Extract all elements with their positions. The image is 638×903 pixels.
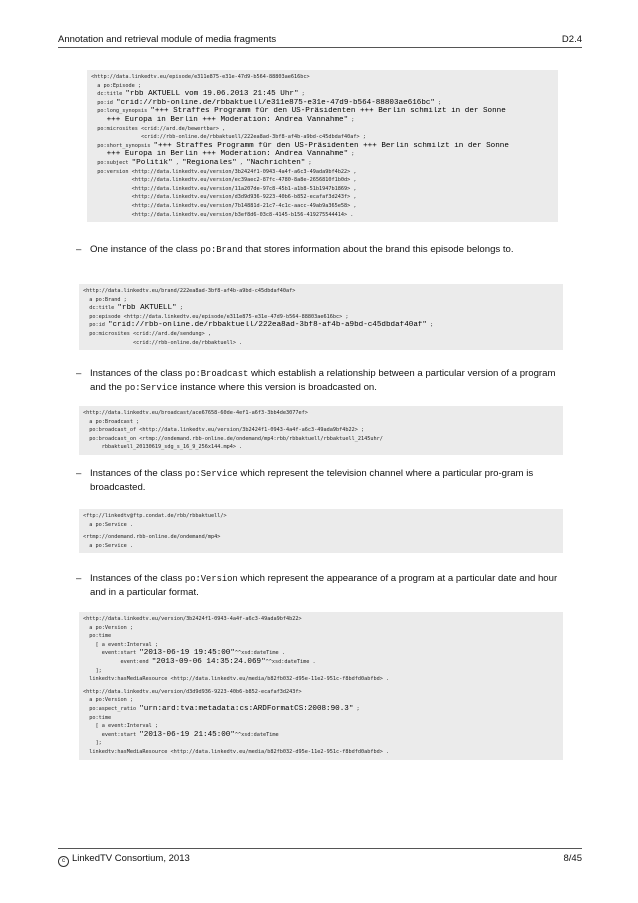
paragraph-text-middle: which establish a relationship between a particular version of a program and the	[90, 368, 556, 393]
code-token: "2013-06-19 19:45:00"	[139, 649, 235, 658]
code-token: linkedtv:hasMediaResource <http://data.linkedtv.eu/media/b82fb032-d95e-11e2-951c-f8bdfd0abfbd> .	[83, 748, 390, 755]
code-token: <http://data.linkedtv.eu/episode/e311e875-e31e-47d9-b564-88803ae616bc>	[91, 74, 310, 80]
page-number: 8/45	[563, 853, 582, 864]
code-token: <http://data.linkedtv.eu/version/11a207de-97c8-45b1-a1b8-51b1947b1869> ,	[91, 185, 357, 192]
code-token: <ftp://linkedtv@ftp.condat.de/rbb/rbbaktuell/>	[83, 513, 227, 519]
code-token: [ a event:Interval ;	[83, 723, 158, 730]
code-line	[91, 168, 554, 177]
code-token: "crid://rbb-online.de/rbbaktuell/222ea8ad-3bf8-af4b-a9bd-c45dbdaf40af"	[108, 321, 427, 330]
code-line	[83, 443, 559, 452]
copyright-icon: c	[58, 856, 69, 867]
list-dash: –	[76, 368, 82, 379]
code-token: po:time	[83, 633, 112, 640]
code-line	[91, 185, 554, 194]
code-line	[83, 615, 559, 624]
code-token: a po:Service .	[83, 521, 133, 528]
code-line	[83, 748, 559, 757]
paragraph-brand	[76, 243, 568, 257]
code-token: ;	[348, 151, 355, 158]
code-line	[83, 696, 559, 705]
code-block-episode	[87, 70, 558, 222]
code-block-broadcast	[79, 406, 563, 455]
code-token: po:id	[91, 99, 116, 106]
code-token: <http://data.linkedtv.eu/version/7b14881d-21c7-4c1c-aacc-49ab9a365e58> ,	[91, 202, 357, 209]
code-line	[83, 632, 559, 641]
code-token: "Nachrichten"	[246, 158, 306, 167]
code-token: po:microsites <crid://ard.de/sendung> ,	[83, 330, 212, 337]
code-line	[83, 521, 559, 530]
list-dash: –	[76, 468, 82, 479]
code-token	[91, 151, 107, 157]
code-token: "Regionales"	[182, 158, 237, 167]
code-line	[83, 339, 559, 348]
code-token: event:start	[83, 650, 140, 657]
inline-code: po:Version	[184, 574, 238, 584]
paragraph-text-before: One instance of the class	[90, 244, 201, 255]
code-token: event:end	[83, 658, 152, 665]
code-token: <http://data.linkedtv.eu/version/b3ef8d6-03c8-4145-b156-419275544414> .	[91, 211, 354, 218]
code-token: <http://data.linkedtv.eu/brand/222ea8ad-3bf8-af4b-a9bd-c45dbdaf40af>	[83, 288, 296, 294]
code-line	[83, 675, 559, 684]
code-token: rbbaktuell_20130619_sdg_s_16_9_256x144.mp4> .	[83, 444, 243, 451]
header-title: Annotation and retrieval module of media fragments	[58, 34, 277, 45]
code-token: ;	[353, 705, 360, 712]
page-footer	[58, 848, 582, 867]
paragraph-text-after: which represent the television channel where a particular pro-gram is broadcasted.	[90, 468, 534, 493]
code-token: po:subject	[91, 159, 132, 166]
paragraph-text-after: which represent the appearance of a program at a particular date and hour and in a particular format.	[90, 573, 558, 598]
code-token: ,	[172, 159, 182, 166]
paragraph-version	[76, 572, 568, 600]
code-line	[83, 313, 559, 322]
inline-code-2: po:Service	[124, 383, 178, 393]
code-token: dc:title	[91, 91, 126, 98]
code-line	[91, 202, 554, 211]
code-token: a po:Episode ;	[91, 82, 141, 89]
code-line	[83, 624, 559, 633]
code-token: "rbb AKTUELL vom 19.06.2013 21:45 Uhr"	[125, 90, 299, 99]
list-dash: –	[76, 573, 82, 584]
code-token: ^^xsd:dateTime	[234, 731, 279, 738]
paragraph-text-after: instance where this version is broadcasted on.	[177, 382, 377, 393]
code-token: <http://data.linkedtv.eu/version/d3d9d936-9223-40b6-b852-ecafaf3d243f>	[83, 688, 302, 695]
code-token: dc:title	[83, 305, 118, 312]
page-header	[58, 34, 582, 48]
code-line	[83, 330, 559, 339]
code-line	[83, 435, 559, 444]
code-line	[83, 418, 559, 427]
code-token: po:version <http://data.linkedtv.eu/version/3b2424f1-0943-4a4f-a6c3-49ada9bf4b22> ,	[91, 168, 357, 175]
code-token: po:short_synopsis	[91, 142, 154, 149]
code-token: ^^xsd:dateTime .	[265, 658, 316, 665]
paragraph-service	[76, 467, 568, 495]
code-block-service	[79, 509, 563, 553]
code-token: po:broadcast_of <http://data.linkedtv.eu/version/3b2424f1-0943-4a4f-a6c3-49ada9bf4b22> ;	[83, 427, 365, 434]
code-line	[83, 641, 559, 650]
code-line	[91, 90, 554, 99]
code-token: <rtmp://ondemand.rbb-online.de/ondemand/mp4>	[83, 534, 221, 541]
code-token: po:microsites <crid://ard.de/bewertbar> ,	[91, 125, 226, 132]
code-token: ;	[435, 99, 442, 106]
code-token: "urn:ard:tva:metadata:cs:ARDFormatCS:2008:90.3"	[139, 704, 354, 713]
code-line	[83, 688, 559, 697]
code-token: +++ Europa in Berlin +++ Moderation: Andrea Vannahme"	[106, 115, 349, 124]
code-line	[83, 649, 559, 658]
code-token: ^^xsd:dateTime .	[234, 650, 285, 657]
code-line	[83, 512, 559, 521]
code-token: po:aspect_ratio	[83, 705, 140, 712]
code-line	[91, 133, 554, 142]
footer-consortium: LinkedTV Consortium, 2013	[72, 853, 190, 864]
code-token: <crid://rbb-online.de/rbbaktuell/222ea8ad-3bf8-af4b-a9bd-c45dbdaf40af> ;	[91, 134, 366, 141]
code-token: <http://data.linkedtv.eu/broadcast/ace67658-60de-4ef1-a6f3-3bb4de3077ef>	[83, 410, 308, 416]
list-dash: –	[76, 244, 82, 255]
paragraph-text-before: Instances of the class	[90, 573, 185, 584]
code-line	[91, 159, 554, 168]
code-token: a po:Version ;	[83, 697, 133, 704]
code-block-version	[79, 612, 563, 760]
code-token: <http://data.linkedtv.eu/version/d3d9d936-9223-40b6-b852-ecafaf3d243f> ,	[91, 194, 357, 201]
code-token: "2013-06-19 21:45:00"	[139, 730, 235, 739]
code-token: linkedtv:hasMediaResource <http://data.linkedtv.eu/media/b82fb032-d95e-11e2-951c-f8bdfd0abfbd> .	[83, 676, 390, 683]
code-token: "+++ Straffes Programm für den US-Präsidenten +++ Berlin schmilzt in der Sonne	[153, 141, 509, 150]
paragraph-broadcast	[76, 367, 568, 395]
code-line	[83, 658, 559, 667]
code-line	[91, 150, 554, 159]
code-token: <http://data.linkedtv.eu/version/3b2424f1-0943-4a4f-a6c3-49ada9bf4b22>	[83, 616, 302, 622]
code-line	[91, 116, 554, 125]
code-line	[91, 82, 554, 91]
code-token: ];	[83, 740, 102, 747]
paragraph-text-before: Instances of the class	[90, 368, 185, 379]
code-line	[83, 287, 559, 296]
code-token: "2013-09-06 14:35:24.069"	[151, 657, 266, 666]
code-token: <crid://rbb-online.de/rbbaktuell> .	[83, 339, 243, 346]
code-token: po:time	[83, 714, 112, 721]
code-token: "crid://rbb-online.de/rbbaktuell/e311e875-e31e-47d9-b564-88803ae616bc"	[116, 98, 435, 107]
paragraph-text-before: Instances of the class	[90, 468, 185, 479]
code-token: po:long_synopsis	[91, 108, 151, 115]
code-line	[91, 125, 554, 134]
code-line	[83, 705, 559, 714]
code-line	[83, 722, 559, 731]
code-line	[83, 739, 559, 748]
code-token: a po:Version ;	[83, 624, 133, 631]
code-line	[83, 409, 559, 418]
code-line	[83, 714, 559, 723]
code-token: po:episode <http://data.linkedtv.eu/episode/e311e875-e31e-47d9-b564-88803ae616bc> ;	[83, 313, 349, 320]
code-line	[83, 542, 559, 551]
code-token: [ a event:Interval ;	[83, 641, 158, 648]
code-token	[91, 117, 107, 123]
code-line	[91, 73, 554, 82]
code-token: "rbb AKTUELL"	[117, 304, 177, 313]
paragraph-text-after: that stores information about the brand this episode belongs to.	[242, 244, 514, 255]
code-line	[91, 99, 554, 108]
code-token: "+++ Straffes Programm für den US-Präsidenten +++ Berlin schmilzt in der Sonne	[150, 107, 506, 116]
code-line	[83, 667, 559, 676]
code-token: ];	[83, 667, 102, 674]
inline-code: po:Brand	[200, 245, 243, 255]
code-token: a po:Brand ;	[83, 296, 127, 303]
code-line	[83, 426, 559, 435]
code-line	[91, 193, 554, 202]
code-token: "Politik"	[131, 158, 173, 167]
code-line	[83, 296, 559, 305]
code-token: <http://data.linkedtv.eu/version/ec39aec2-87fc-4780-8a8e-2656810f1b0d> ,	[91, 177, 357, 184]
code-token: ;	[348, 116, 355, 123]
code-line	[83, 304, 559, 313]
code-line	[83, 731, 559, 740]
code-token: a po:Service .	[83, 542, 133, 549]
code-token: event:start	[83, 731, 140, 738]
code-token: +++ Europa in Berlin +++ Moderation: Andrea Vannahme"	[106, 150, 349, 159]
footer-copyright	[58, 853, 190, 867]
code-token: ,	[236, 159, 247, 166]
code-token: ;	[176, 305, 183, 312]
code-line	[91, 107, 554, 116]
code-token: po:broadcast_on <rtmp://ondemand.rbb-online.de/ondemand/mp4:rbb/rbbaktuell/rbbaktuell_2145uhr/	[83, 435, 383, 442]
code-line	[83, 321, 559, 330]
code-line	[91, 176, 554, 185]
code-line	[83, 533, 559, 542]
code-token: ;	[427, 322, 434, 329]
code-token: a po:Broadcast ;	[83, 418, 140, 425]
code-token: ;	[298, 91, 305, 98]
header-deliverable: D2.4	[561, 34, 582, 45]
code-token: po:id	[83, 322, 108, 329]
inline-code: po:Service	[184, 469, 238, 479]
code-line	[91, 211, 554, 220]
code-line	[91, 142, 554, 151]
code-block-brand	[79, 284, 563, 350]
inline-code: po:Broadcast	[184, 369, 249, 379]
code-token: ;	[305, 159, 312, 166]
